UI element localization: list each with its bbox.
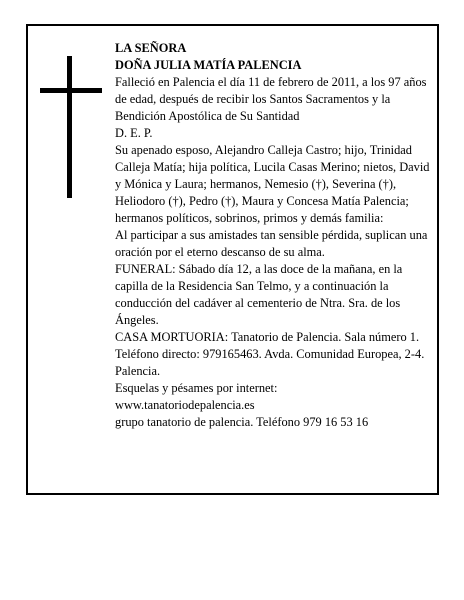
online-condolences-label: Esquelas y pésames por internet: — [115, 381, 278, 395]
cross-icon — [40, 56, 102, 198]
family-paragraph: Su apenado esposo, Alejandro Calleja Castro; hijo, Trinidad Calleja Matía; hija política, Lucila Casas Merino; nietos, David y Mónica y Laura; hermanos, Nemesio (†), Severina (†), Heliodoro (†), Pedro (†), Maura y Concesa Matía Palencia; hermanos políticos, sobrinos, primos y demás familia: — [115, 143, 430, 225]
footer-text: grupo tanatorio de palencia. Teléfono 979 16 53 16 — [115, 415, 369, 429]
obituary-notice — [26, 24, 439, 495]
deceased-name: DOÑA JULIA MATÍA PALENCIA — [115, 58, 302, 72]
notice-heading: LA SEÑORA — [115, 41, 187, 55]
cross-horizontal-bar — [40, 88, 102, 93]
funeral-info: FUNERAL: Sábado día 12, a las doce de la mañana, en la capilla de la Residencia San Telmo, y a continuación la conducción del cadáver al cementerio de Ntra. Sra. de los Ángeles. — [115, 262, 403, 327]
website-link[interactable]: www.tanatoriodepalencia.es — [115, 398, 255, 412]
mortuary-info: CASA MORTUORIA: Tanatorio de Palencia. Sala número 1. Teléfono directo: 979165463. Avda. Comunidad Europea, 2-4. Palencia. — [115, 330, 425, 378]
death-paragraph: Falleció en Palencia el día 11 de febrero de 2011, a los 97 años de edad, después de recibir los Santos Sacramentos y la Bendición Apostólica de Su Santidad — [115, 75, 427, 123]
obituary-text — [115, 40, 435, 431]
rip-text: D. E. P. — [115, 126, 153, 140]
prayer-request: Al participar a sus amistades tan sensible pérdida, suplican una oración por el eterno descanso de su alma. — [115, 228, 428, 259]
cross-vertical-bar — [67, 56, 72, 198]
